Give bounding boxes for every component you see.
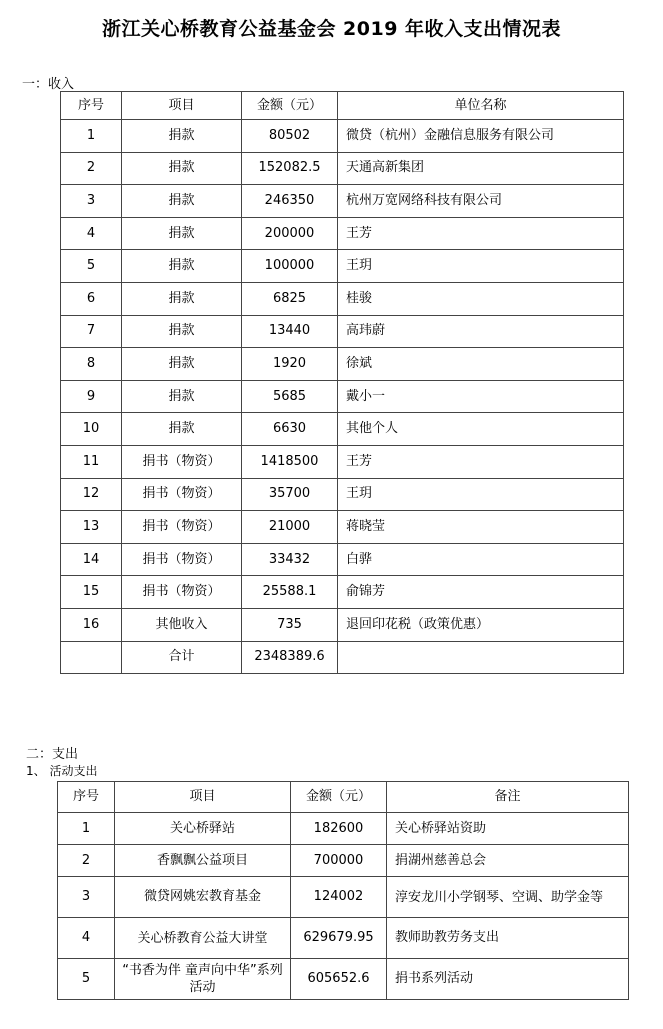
table-row xyxy=(58,813,629,845)
income-unit: 杭州万宽网络科技有限公司 xyxy=(338,185,624,218)
expense-header-note: 备注 xyxy=(387,782,629,813)
income-item: 捐款 xyxy=(122,185,242,218)
expense-table xyxy=(57,781,629,1000)
income-amount: 33432 xyxy=(242,543,338,576)
income-no: 13 xyxy=(61,511,122,544)
income-no: 10 xyxy=(61,413,122,446)
expense-note: 捐书系列活动 xyxy=(387,959,629,1000)
income-no: 8 xyxy=(61,348,122,381)
income-item: 捐款 xyxy=(122,152,242,185)
income-unit: 蒋晓莹 xyxy=(338,511,624,544)
income-no: 6 xyxy=(61,282,122,315)
expense-amount: 629679.95 xyxy=(291,918,387,959)
income-unit: 王玥 xyxy=(338,250,624,283)
income-unit: 退回印花税（政策优惠） xyxy=(338,608,624,641)
income-no: 15 xyxy=(61,576,122,609)
income-item: 捐款 xyxy=(122,380,242,413)
income-unit: 王芳 xyxy=(338,217,624,250)
table-row xyxy=(61,608,624,641)
table-row xyxy=(61,348,624,381)
income-amount: 152082.5 xyxy=(242,152,338,185)
expense-subheading: 1、 活动支出 xyxy=(26,764,98,778)
income-item: 捐书（物资） xyxy=(122,478,242,511)
income-amount: 6825 xyxy=(242,282,338,315)
income-amount: 200000 xyxy=(242,217,338,250)
income-item: 捐书（物资） xyxy=(122,543,242,576)
income-total-value: 2348389.6 xyxy=(242,641,338,674)
income-total-empty xyxy=(61,641,122,674)
income-no: 5 xyxy=(61,250,122,283)
income-item: 捐书（物资） xyxy=(122,576,242,609)
income-no: 1 xyxy=(61,120,122,153)
income-amount: 35700 xyxy=(242,478,338,511)
income-total-row xyxy=(61,641,624,674)
expense-note: 淳安龙川小学钢琴、空调、助学金等 xyxy=(387,877,629,918)
income-amount: 246350 xyxy=(242,185,338,218)
income-amount: 1418500 xyxy=(242,445,338,478)
table-row xyxy=(61,120,624,153)
table-row xyxy=(61,380,624,413)
income-item: 其他收入 xyxy=(122,608,242,641)
table-row xyxy=(58,959,629,1000)
table-row xyxy=(61,445,624,478)
income-no: 11 xyxy=(61,445,122,478)
income-unit: 王芳 xyxy=(338,445,624,478)
income-item: 捐款 xyxy=(122,315,242,348)
income-header-unit: 单位名称 xyxy=(338,92,624,120)
table-row xyxy=(61,282,624,315)
income-unit: 俞锦芳 xyxy=(338,576,624,609)
expense-item: 关心桥教育公益大讲堂 xyxy=(115,918,291,959)
income-amount: 5685 xyxy=(242,380,338,413)
income-header-row xyxy=(61,92,624,120)
table-row xyxy=(61,543,624,576)
expense-item: 香飘飘公益项目 xyxy=(115,845,291,877)
expense-header-no: 序号 xyxy=(58,782,115,813)
expense-header-amount: 金额（元） xyxy=(291,782,387,813)
income-unit: 微贷（杭州）金融信息服务有限公司 xyxy=(338,120,624,153)
income-table xyxy=(60,91,624,674)
expense-header-item: 项目 xyxy=(115,782,291,813)
expense-item: “书香为伴 童声向中华”系列活动 xyxy=(115,959,291,1000)
expense-no: 5 xyxy=(58,959,115,1000)
income-item: 捐款 xyxy=(122,120,242,153)
table-row xyxy=(61,315,624,348)
income-amount: 13440 xyxy=(242,315,338,348)
income-unit: 白骅 xyxy=(338,543,624,576)
income-total-label: 合计 xyxy=(122,641,242,674)
table-row xyxy=(61,511,624,544)
income-amount: 21000 xyxy=(242,511,338,544)
expense-amount: 700000 xyxy=(291,845,387,877)
income-unit: 桂骏 xyxy=(338,282,624,315)
income-item: 捐书（物资） xyxy=(122,445,242,478)
income-item: 捐款 xyxy=(122,413,242,446)
income-no: 12 xyxy=(61,478,122,511)
income-no: 16 xyxy=(61,608,122,641)
income-unit: 戴小一 xyxy=(338,380,624,413)
income-header-no: 序号 xyxy=(61,92,122,120)
income-no: 9 xyxy=(61,380,122,413)
expense-note: 关心桥驿站资助 xyxy=(387,813,629,845)
expense-no: 3 xyxy=(58,877,115,918)
table-row xyxy=(61,576,624,609)
expense-header-row xyxy=(58,782,629,813)
income-unit: 天通高新集团 xyxy=(338,152,624,185)
table-row xyxy=(58,877,629,918)
income-unit: 徐斌 xyxy=(338,348,624,381)
expense-amount: 124002 xyxy=(291,877,387,918)
table-row xyxy=(58,845,629,877)
page-title: 浙江关心桥教育公益基金会 2019 年收入支出情况表 xyxy=(101,18,562,40)
income-no: 7 xyxy=(61,315,122,348)
expense-note: 教师助教劳务支出 xyxy=(387,918,629,959)
income-item: 捐款 xyxy=(122,217,242,250)
income-item: 捐款 xyxy=(122,282,242,315)
expense-no: 2 xyxy=(58,845,115,877)
income-no: 2 xyxy=(61,152,122,185)
income-amount: 1920 xyxy=(242,348,338,381)
expense-item: 关心桥驿站 xyxy=(115,813,291,845)
expense-no: 1 xyxy=(58,813,115,845)
income-header-item: 项目 xyxy=(122,92,242,120)
expense-amount: 182600 xyxy=(291,813,387,845)
table-row xyxy=(61,185,624,218)
income-item: 捐书（物资） xyxy=(122,511,242,544)
income-unit: 王玥 xyxy=(338,478,624,511)
income-item: 捐款 xyxy=(122,348,242,381)
table-row xyxy=(61,217,624,250)
income-amount: 80502 xyxy=(242,120,338,153)
table-row xyxy=(61,250,624,283)
expense-amount: 605652.6 xyxy=(291,959,387,1000)
income-no: 3 xyxy=(61,185,122,218)
income-amount: 735 xyxy=(242,608,338,641)
expense-heading: 二：支出 xyxy=(26,747,79,762)
income-amount: 100000 xyxy=(242,250,338,283)
table-row xyxy=(61,413,624,446)
income-item: 捐款 xyxy=(122,250,242,283)
income-amount: 6630 xyxy=(242,413,338,446)
expense-note: 捐湖州慈善总会 xyxy=(387,845,629,877)
income-heading: 一：收入 xyxy=(22,77,75,92)
table-row xyxy=(61,152,624,185)
income-amount: 25588.1 xyxy=(242,576,338,609)
income-total-empty xyxy=(338,641,624,674)
income-no: 4 xyxy=(61,217,122,250)
income-unit: 其他个人 xyxy=(338,413,624,446)
expense-no: 4 xyxy=(58,918,115,959)
income-no: 14 xyxy=(61,543,122,576)
income-unit: 高玮蔚 xyxy=(338,315,624,348)
table-row xyxy=(58,918,629,959)
table-row xyxy=(61,478,624,511)
expense-item: 微贷网姚宏教育基金 xyxy=(115,877,291,918)
income-header-amount: 金额（元） xyxy=(242,92,338,120)
